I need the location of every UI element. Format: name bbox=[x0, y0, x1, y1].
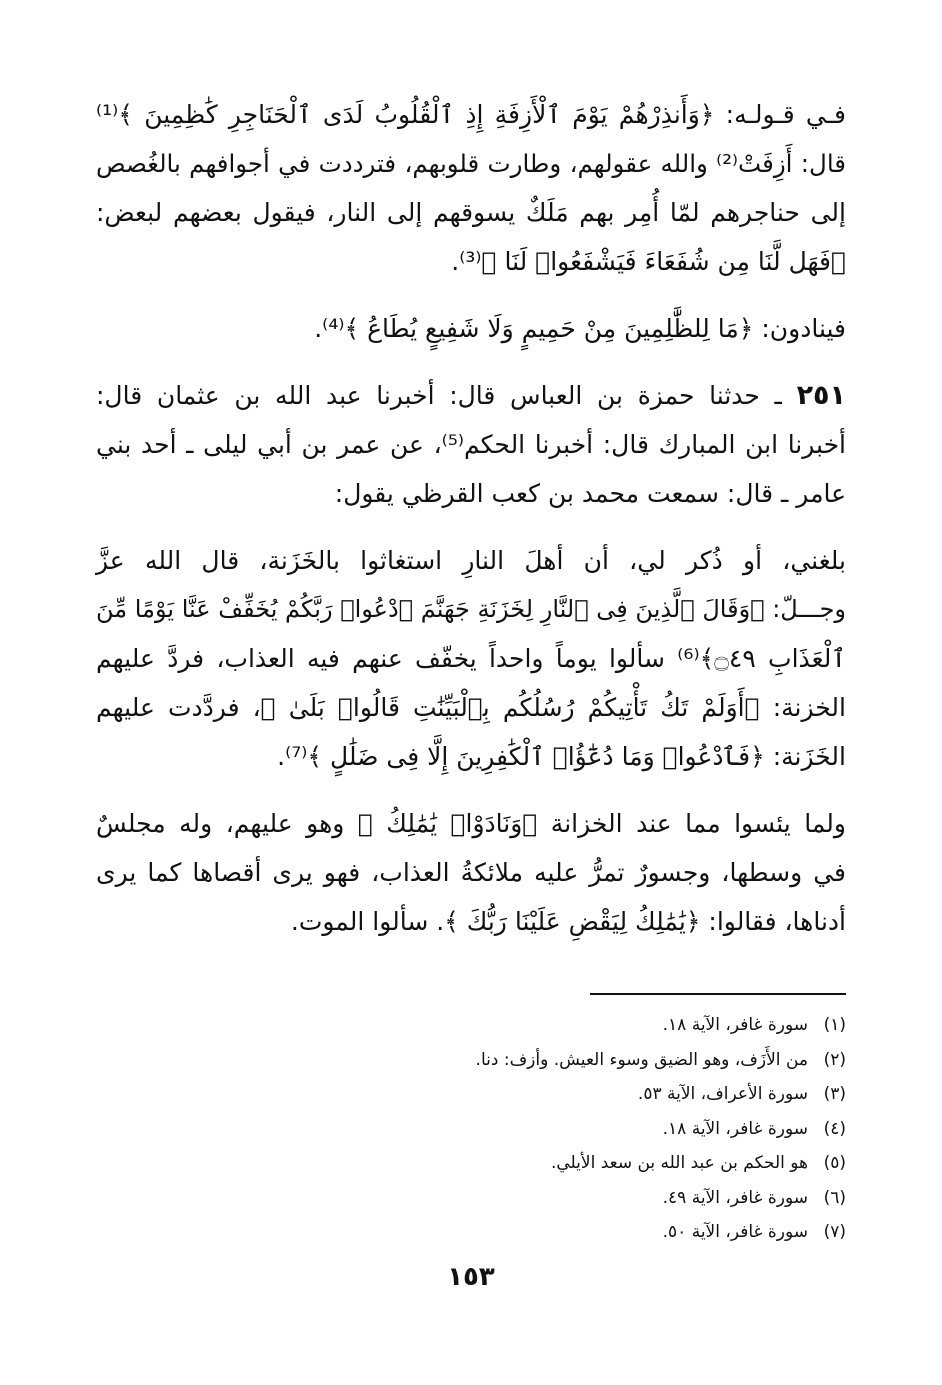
text-line bbox=[96, 371, 846, 420]
paragraph-3 bbox=[96, 371, 846, 518]
footnote-text: هو الحكم بن عبد الله بن سعد الأيلي. bbox=[550, 1153, 808, 1173]
footnote-text: سورة غافر، الآية ٤٩. bbox=[662, 1187, 808, 1208]
text-line: ٱلْعَذَابِ ۝٤٩﴾⁽⁶⁾ سألوا يوماً واحداً يخفّف عنهم فيه العذاب، فردَّ عليهم bbox=[96, 644, 846, 673]
footnote-text: سورة الأعراف، الآية ٥٣. bbox=[637, 1084, 808, 1104]
footnote-number: (٢) bbox=[823, 1049, 846, 1070]
text-line: في وسطها، وجسورٌ تمرُّ عليه ملائكةُ العذاب، فهو يرى أقصاها كما يرى bbox=[96, 858, 846, 887]
footnote-divider bbox=[590, 993, 846, 995]
text-line: ﴿فَهَل لَّنَا مِن شُفَعَاءَ فَيَشْفَعُوا۟ لَنَا ﴾⁽³⁾. bbox=[451, 247, 846, 276]
text-line: إلى حناجرهم لمّا أُمِر بهم مَلَكٌ يسوقهم إلى النار، فيقول بعضهم لبعض: bbox=[96, 198, 846, 227]
footnote-text: سورة غافر، الآية ٥٠. bbox=[662, 1222, 808, 1242]
footnote bbox=[300, 1043, 846, 1078]
text-line: عامر ـ قال: سمعت محمد بن كعب القرظي يقول: bbox=[334, 479, 846, 508]
footnote-text: سورة غافر، الآية ١٨. bbox=[662, 1015, 808, 1035]
paragraph-2 bbox=[96, 304, 846, 353]
text-line: قال: أَزِفَتْ⁽²⁾ والله عقولهم، وطارت قلوبهم، فترددت في أجوافهم بالغُصص bbox=[96, 149, 846, 178]
footnote-number: (٥) bbox=[823, 1153, 846, 1173]
text-line: فينادون: ﴿مَا لِلظَّٰلِمِينَ مِنْ حَمِيمٍ وَلَا شَفِيعٍ يُطَاعُ ﴾⁽⁴⁾. bbox=[314, 314, 846, 343]
text-line: أخبرنا ابن المبارك قال: أخبرنا الحكم⁽⁵⁾، عن عمر بن أبي ليلى ـ أحد بني bbox=[96, 430, 847, 459]
text-line: أدناها، فقالوا: ﴿يَٰمَٰلِكُ لِيَقْضِ عَلَيْنَا رَبُّكَ ﴾. سألوا الموت. bbox=[290, 907, 846, 936]
footnotes bbox=[300, 1008, 846, 1250]
page-number: ١٥٣ bbox=[447, 1262, 495, 1292]
footnote-number: (٣) bbox=[823, 1084, 846, 1104]
text-line: ولما يئسوا مما عند الخزانة ﴿وَنَادَوْا۟ يَٰمَٰلِكُ ﴾ وهو عليهم، وله مجلسٌ bbox=[96, 809, 846, 838]
paragraph-5 bbox=[96, 799, 846, 946]
footnote-number: (٦) bbox=[823, 1187, 846, 1208]
text-line: الخَزَنة: ﴿فَٱدْعُوا۟ وَمَا دُعَٰٓؤُا۟ ٱلْكَٰفِرِينَ إِلَّا فِى ضَلَٰلٍ ﴾⁽⁷⁾. bbox=[277, 742, 846, 771]
text-line: بلغني، أو ذُكر لي، أن أهلَ النارِ استغاثوا بالخَزَنة، قال الله عزَّ bbox=[96, 546, 846, 575]
page-body bbox=[96, 90, 846, 964]
hadith-number: ٢٥١ bbox=[796, 380, 847, 411]
footnote bbox=[300, 1112, 846, 1147]
footnote-text: من الأَزَف، وهو الضيق وسوء العيش. وأزف: دنا. bbox=[475, 1049, 808, 1070]
footnote bbox=[300, 1077, 846, 1112]
footnote-number: (٤) bbox=[823, 1118, 846, 1139]
text-line: فـي قـولـه: ﴿وَأَنذِرْهُمْ يَوْمَ ٱلْأَزِفَةِ إِذِ ٱلْقُلُوبُ لَدَى ٱلْحَنَاجِرِ كَٰظِمِينَ ﴾⁽¹⁾ bbox=[96, 100, 846, 129]
paragraph-4 bbox=[96, 536, 846, 781]
text-segment: ـ حدثنا حمزة بن العباس قال: أخبرنا عبد الله بن عثمان قال: bbox=[96, 381, 782, 410]
text-line: وجـــلّ: ﴿وَقَالَ ٱلَّذِينَ فِى ٱلنَّارِ لِخَزَنَةِ جَهَنَّمَ ٱدْعُوا۟ رَبَّكُمْ يُخَفِّفْ عَنَّا يَوْمًا مِّنَ bbox=[96, 595, 846, 623]
footnote-number: (٧) bbox=[823, 1222, 846, 1242]
footnote bbox=[300, 1146, 846, 1181]
paragraph-1 bbox=[96, 90, 846, 286]
footnote-number: (١) bbox=[823, 1015, 846, 1035]
text-line: الخزنة: ﴿أَوَلَمْ تَكُ تَأْتِيكُمْ رُسُلُكُم بِٱلْبَيِّنَٰتِ قَالُوا۟ بَلَىٰ ﴾، فردَّدت عليهم bbox=[96, 693, 846, 722]
footnote-text: سورة غافر، الآية ١٨. bbox=[662, 1118, 808, 1139]
footnote bbox=[300, 1215, 846, 1250]
footnote bbox=[300, 1008, 846, 1043]
footnote bbox=[300, 1181, 846, 1216]
